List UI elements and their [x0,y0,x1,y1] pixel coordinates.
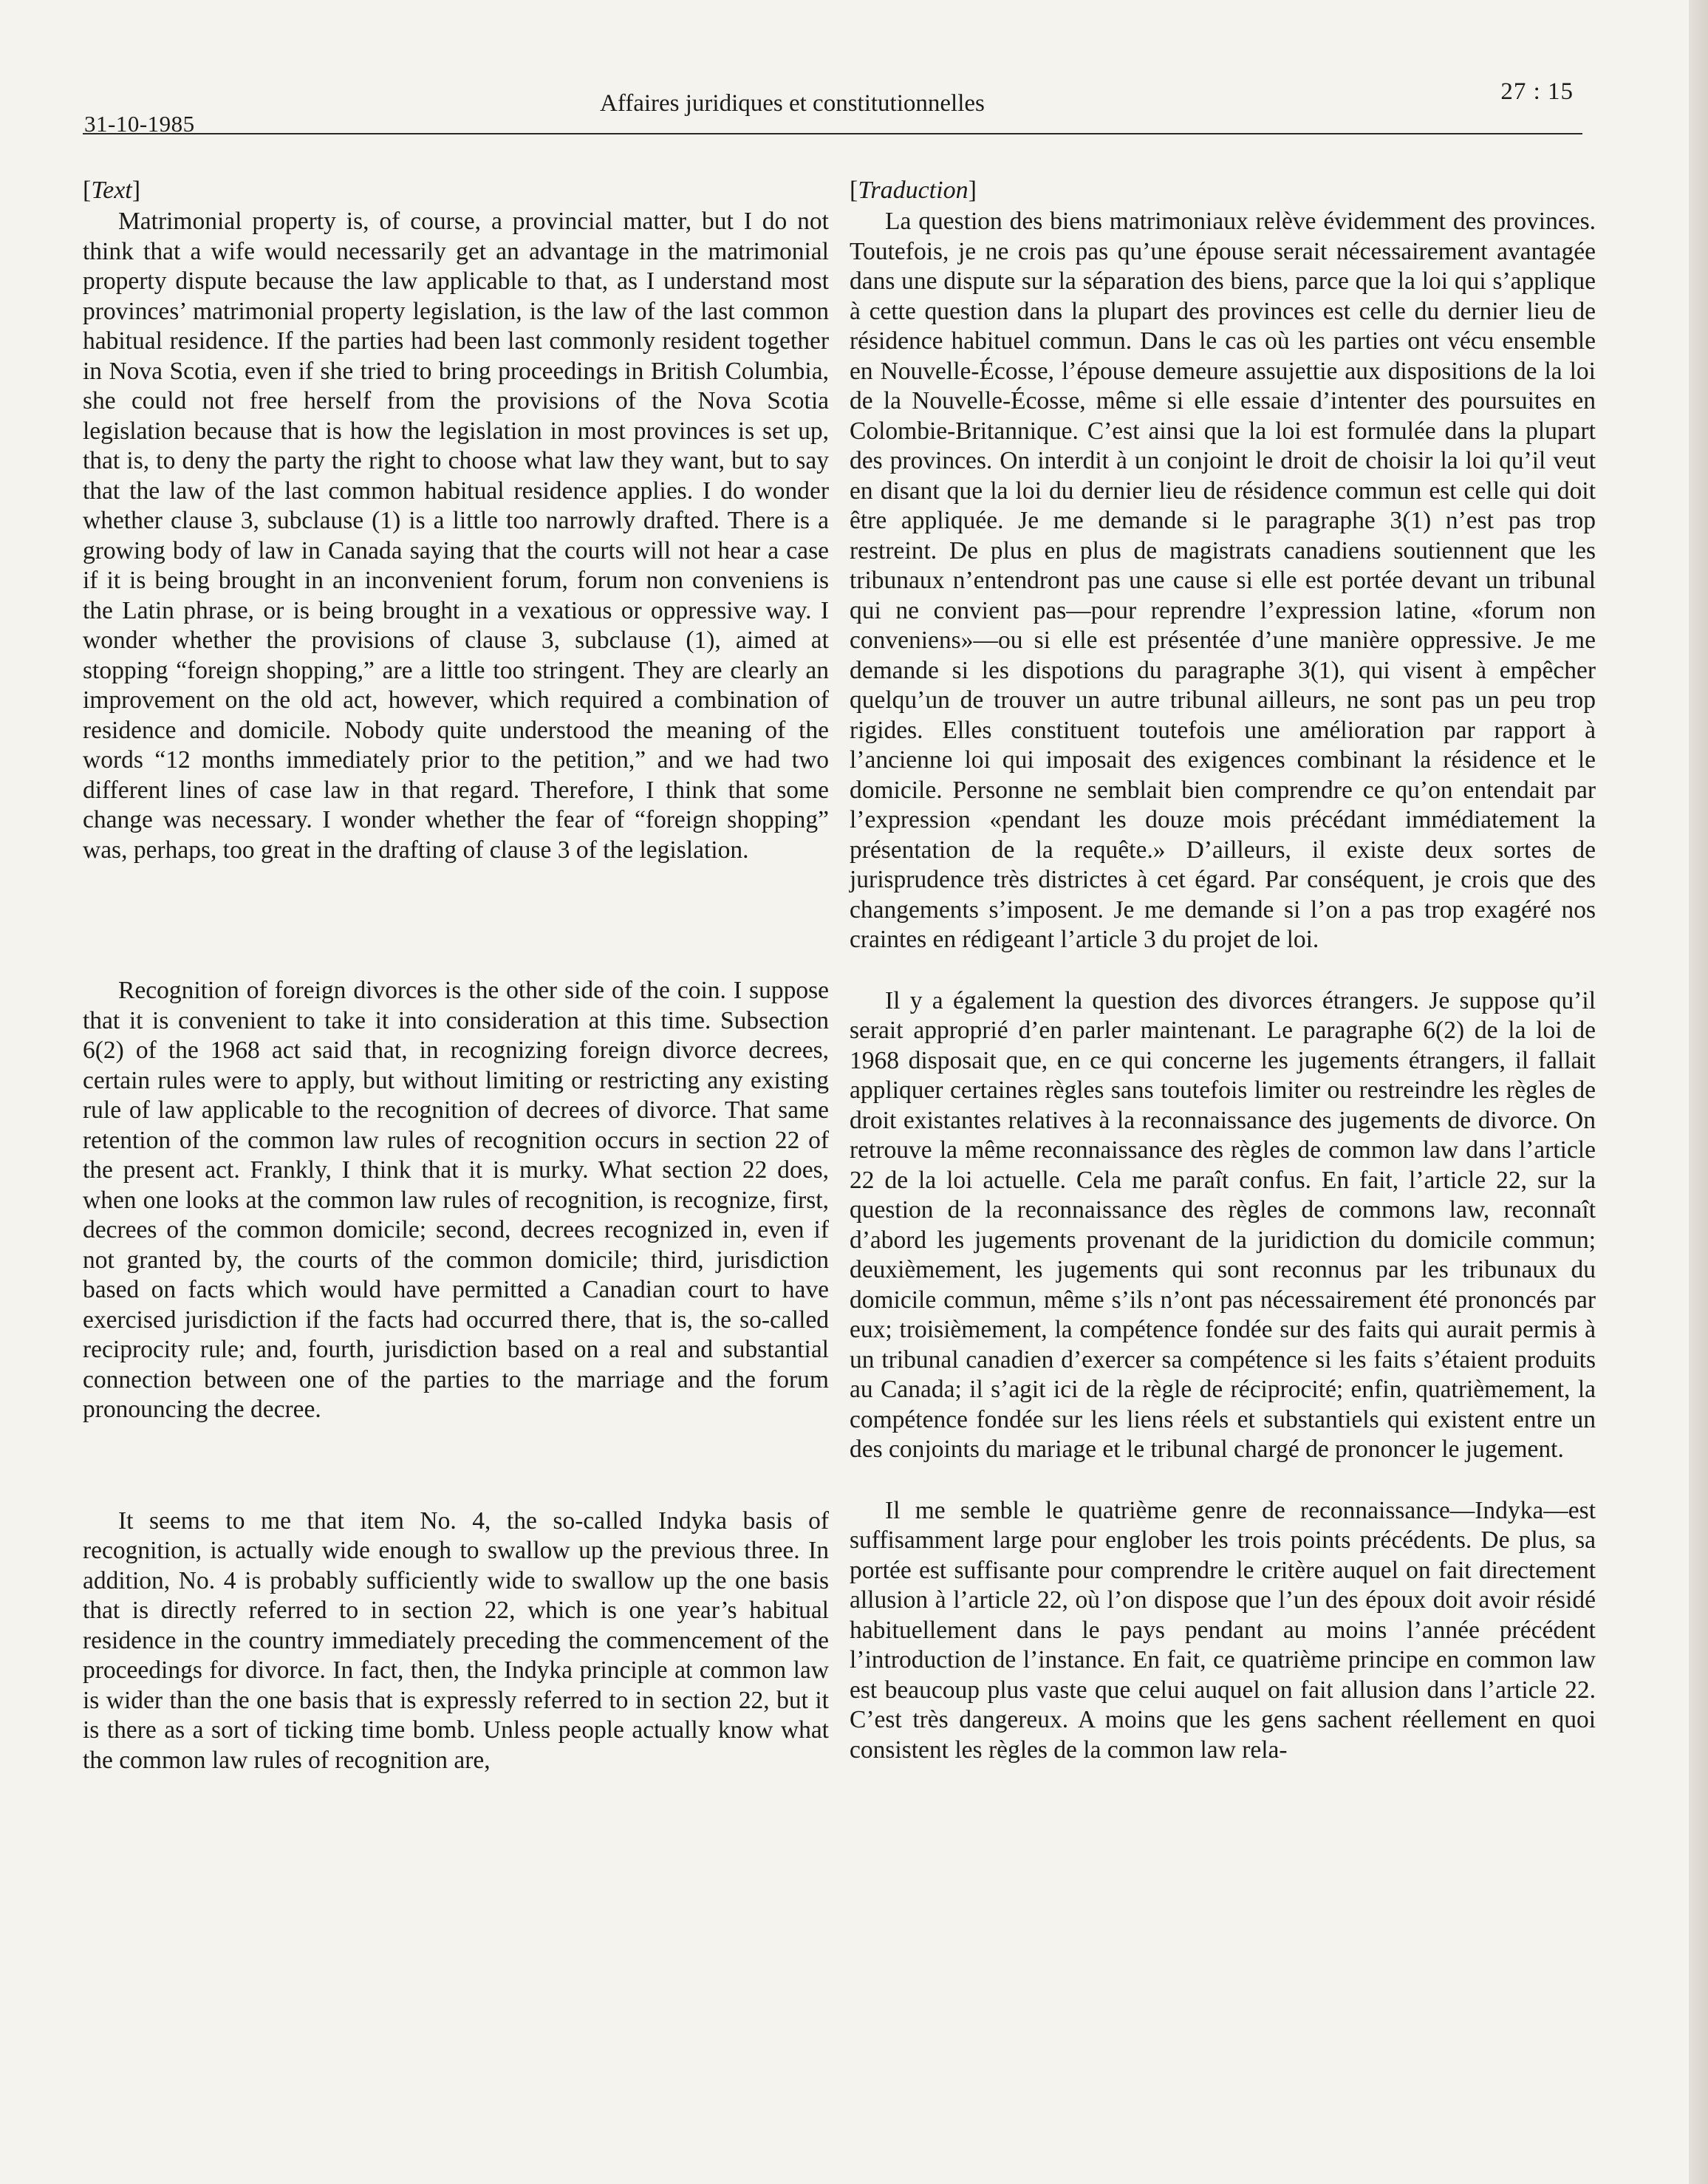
english-paragraph-1: Matrimonial property is, of course, a provincial matter, but I do not think that a wife would necessarily get an advantage in the matrimonial property dispute because the law applicable to that, as I understand most provinces’ matrimonial property legislation, is the law of the last common habitual residence. If the parties had been last commonly resident together in Nova Scotia, even if she tried to bring proceedings in British Columbia, she could not free herself from the provisions of the Nova Scotia legislation because that is how the legislation in most provinces is set up, that is, to deny the party the right to choose what law they want, but to say that the law of the last common habitual residence applies. I do wonder whether clause 3, subclause (1) is a little too narrowly drafted. There is a growing body of law in Canada saying that the courts will not hear a case if it is being brought in an inconvenient forum, forum non conveniens is the Latin phrase, or is being brought in a vexatious or oppressive way. I wonder whether the provisions of clause 3, subclause (1), aimed at stopping “foreign shopping,” are a little too stringent. They are clearly an improvement on the old act, however, which required a combination of residence and domicile. Nobody quite understood the meaning of the words “12 months immediately prior to the petition,” and we had two different lines of case law in that regard. Therefore, I think that some change was necessary. I wonder whether the fear of “foreign shopping” was, perhaps, too great in the drafting of clause 3 of the legislation. [83,208,829,864]
header-title: Affaires juridiques et constitutionnelles [600,90,985,117]
french-paragraph-1: La question des biens matrimoniaux relève évidemment des provinces. Toutefois, je ne crois pas qu’une épouse serait nécessairement avantagée dans une dispute sur la séparation des biens, parce que la loi qui s’applique à cette question dans la plupart des provinces est celle du dernier lieu de résidence habituel commun. Dans le cas où les parties ont vécu ensemble en Nouvelle-Écosse, l’épouse demeure assujettie aux dispositions de la loi de la Nouvelle-Écosse, même si elle essaie d’intenter des poursuites en Colombie-Britannique. C’est ainsi que la loi est formulée dans la plupart des provinces. On interdit à un conjoint le droit de choisir la loi qu’il veut en disant que la loi du dernier lieu de résidence commun est celle qui doit être appliquée. Je me demande si le paragraphe 3(1) n’est pas trop restreint. De plus en plus de magistrats canadiens soutiennent que les tribunaux n’entendront pas une cause si elle est portée devant un tribunal qui ne convient pas—pour reprendre l’expression latine, «forum non conveniens»—ou si elle est présentée d’une manière oppressive. Je me demande si les dispotions du paragraphe 3(1), qui visent à empêcher quelqu’un de trouver un autre tribunal ailleurs, ne sont pas un peu trop rigides. Elles constituent toutefois une amélioration par rapport à l’ancienne loi qui imposait des exigences combinant la résidence et le domicile. Personne ne semblait bien comprendre ce qu’on entendait par l’expression «pendant les douze mois précédant immédiatement la présentation de la requête.» D’ailleurs, il existe deux sortes de jurisprudence très districtes à cet égard. Par conséquent, je crois que des changements s’imposent. Je me demande si l’on a pas trop exagéré nos craintes en rédigeant l’article 3 du projet de loi. [850,208,1596,953]
french-paragraph-2: Il y a également la question des divorces étrangers. Je suppose qu’il serait approprié d’en parler maintenant. Le paragraphe 6(2) de la loi de 1968 disposait que, en ce qui concerne les jugements étrangers, il fallait appliquer certaines règles sans toutefois limiter ou restreindre les règles de droit existantes relatives à la reconnaissance des jugements de divorce. On retrouve la même reconnaissance des règles de common law dans l’article 22 de la loi actuelle. Cela me paraît confus. En fait, l’article 22, sur la question de la reconnaissance des règles de commons law, reconnaît d’abord les jugements provenant de la juridiction du domicile commun; deuxièmement, les jugements qui sont reconnus par les tribunaux du domicile commun, même s’ils n’ont pas nécessairement été prononcés par eux; troisièmement, la compétence fondée sur des faits qui aurait permis à un tribunal canadien d’exercer sa compétence si les faits s’étaient produits au Canada; il s’agit ici de la règle de réciprocité; enfin, quatrièmement, la compétence fondée sur les liens réels et substantiels qui existent entre un des conjoints du mariage et le tribunal chargé de prononcer le jugement. [850,986,1596,1463]
french-paragraph-3: Il me semble le quatrième genre de reconnaissance—Indyka—est suffisamment large pour englober les trois points précédents. De plus, sa portée est suffisante pour comprendre le critère auquel on fait directement allusion à l’article 22, où l’on dispose que l’un des époux doit avoir résidé habituellement dans le pays pendant au moins l’année précédent l’introduction de l’instance. En fait, ce quatrième principe en common law est beaucoup plus vaste que celui auquel on fait allusion dans l’article 22. C’est très dangereux. A moins que les gens sachent réellement en quoi consistent les règles de la common law rela- [850,1496,1596,1764]
text-label-word: Text [91,177,132,204]
traduction-label: [Traduction] [850,177,977,204]
english-column [83,176,829,1775]
scan-edge [1689,0,1708,2184]
paragraph-gap [850,1465,1596,1496]
paragraph-gap [83,865,829,976]
paragraph-gap [83,1425,829,1506]
text-label: [Text] [83,177,141,204]
header-page-number: 27 : 15 [1500,78,1574,105]
french-column [850,176,1596,1765]
page-header [83,74,1582,137]
header-date: 31-10-1985 [84,111,195,137]
english-paragraph-3: It seems to me that item No. 4, the so-called Indyka basis of recognition, is actually wide enough to swallow up the previous three. In addition, No. 4 is probably sufficiently wide to swallow up the one basis that is directly referred to in section 22, which is one year’s habitual residence in the country immediately preceding the commencement of the proceedings for divorce. In fact, then, the Indyka principle at common law is wider than the one basis that is expressly referred to in section 22, but it is there as a sort of ticking time bomb. Unless people actually know what the common law rules of recognition are, [83,1506,829,1774]
traduction-label-word: Traduction [858,177,969,204]
english-paragraph-2: Recognition of foreign divorces is the other side of the coin. I suppose that it is convenient to take it into consideration at this time. Subsection 6(2) of the 1968 act said that, in recognizing foreign divorce decrees, certain rules were to apply, but without limiting or restricting any existing rule of law applicable to the recognition of decrees of divorce. That same retention of the common law rules of recognition occurs in section 22 of the present act. Frankly, I think that it is murky. What section 22 does, when one looks at the common law rules of recognition, is recognize, first, decrees of the common domicile; second, decrees recognized in, even if not granted by, the courts of the common domicile; third, jurisdiction based on facts which would have permitted a Canadian court to have exercised jurisdiction if the facts had occurred there, that is, the so-called reciprocity rule; and, fourth, jurisdiction based on a real and substantial connection between one of the parties to the marriage and the forum pronouncing the decree. [83,977,829,1423]
paragraph-gap [850,955,1596,986]
